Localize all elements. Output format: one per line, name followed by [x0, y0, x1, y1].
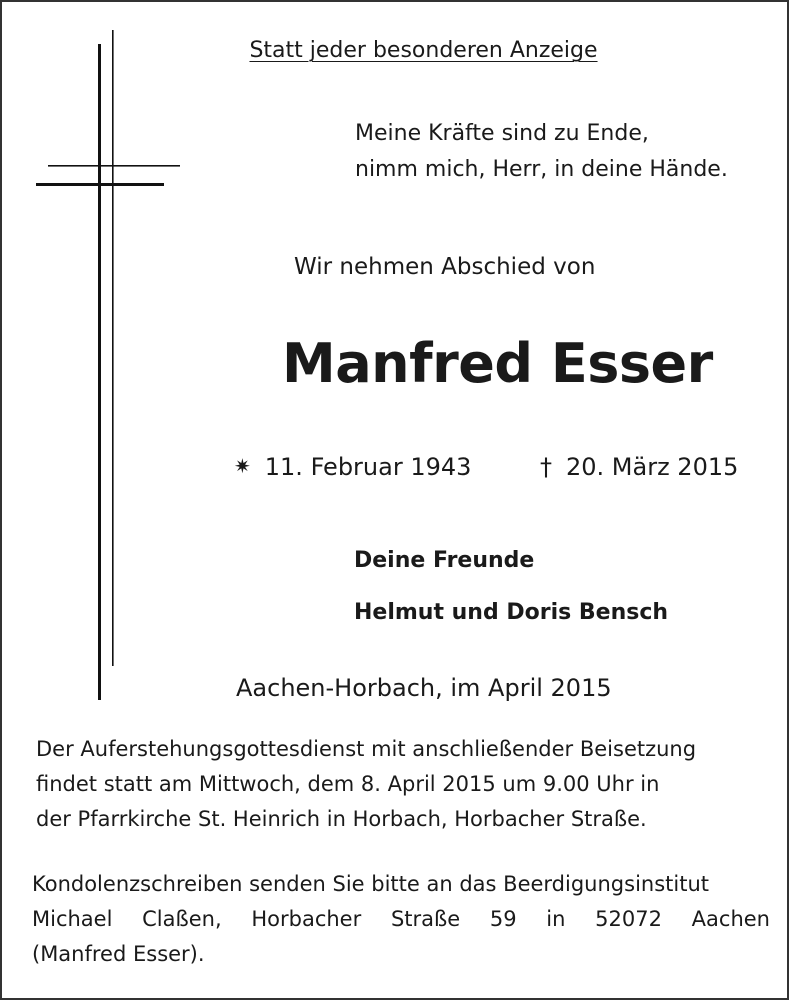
mourner-line: Helmut und Doris Bensch [354, 600, 669, 625]
death-date [540, 453, 738, 481]
deceased-name: Manfred Esser [282, 332, 713, 395]
condolence-address-line [32, 902, 770, 937]
address-word: in [546, 907, 566, 931]
service-line: findet statt am Mittwoch, dem 8. April 2015 um 9.00 Uhr in [36, 772, 660, 796]
address-word: Aachen [691, 907, 770, 931]
address-word: Horbacher [251, 907, 362, 931]
address-word: Claßen, [142, 907, 222, 931]
address-word: Michael [32, 907, 113, 931]
birth-star-icon: ✷ [234, 454, 251, 478]
address-word: 59 [489, 907, 517, 931]
place-and-date: Aachen-Horbach, im April 2015 [236, 674, 612, 702]
verse-line: Meine Kräfte sind zu Ende, [355, 121, 649, 146]
death-cross-icon: † [540, 453, 552, 481]
condolence-line: (Manfred Esser). [32, 942, 205, 966]
verse-line: nimm mich, Herr, in deine Hände. [355, 157, 728, 182]
notice-header: Statt jeder besonderen Anzeige [249, 38, 598, 63]
service-paragraph [36, 732, 770, 837]
farewell-intro: Wir nehmen Abschied von [294, 254, 596, 280]
birth-date-text: 11. Februar 1943 [264, 453, 472, 481]
address-word: Straße [390, 907, 461, 931]
cross-icon [2, 2, 202, 712]
service-line: Der Auferstehungsgottesdienst mit anschließender Beisetzung [36, 737, 697, 761]
address-word: 52072 [595, 907, 662, 931]
condolence-paragraph [32, 867, 770, 972]
death-date-text: 20. März 2015 [566, 453, 739, 481]
bible-verse [355, 116, 728, 188]
condolence-line: Kondolenzschreiben senden Sie bitte an das Beerdigungsinstitut [32, 872, 709, 896]
mourners-block [354, 535, 668, 639]
mourner-line: Deine Freunde [354, 548, 535, 573]
birth-date [234, 453, 471, 481]
service-line: der Pfarrkirche St. Heinrich in Horbach, Horbacher Straße. [36, 807, 647, 831]
